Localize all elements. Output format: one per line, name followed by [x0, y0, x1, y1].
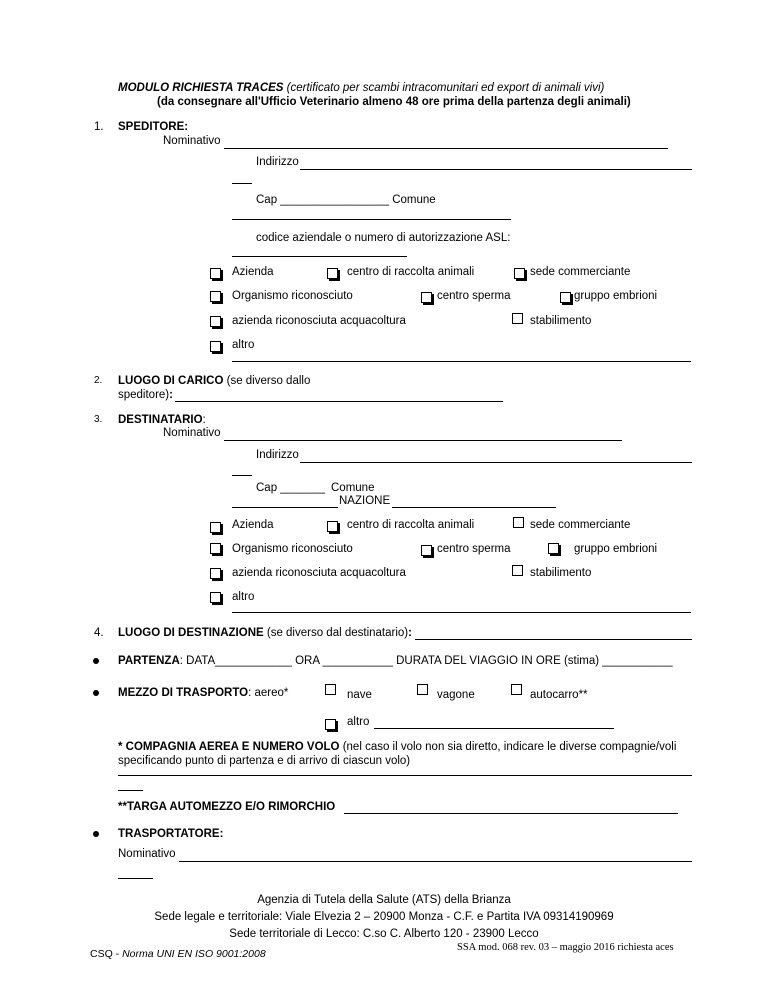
s3-gruppo-embrioni-label: gruppo embrioni [574, 543, 658, 555]
section-3-colon: : [202, 414, 206, 426]
s1-stabilimento-checkbox[interactable] [512, 313, 523, 324]
section-2-number: 2. [94, 375, 103, 386]
s1-altro-field[interactable] [232, 361, 691, 362]
s1-acquacoltura-checkbox[interactable] [210, 316, 221, 327]
s1-gruppo-embrioni-label: gruppo embrioni [574, 290, 658, 302]
s1-indirizzo-label: Indirizzo [256, 156, 299, 168]
s1-centro-raccolta-checkbox[interactable] [327, 268, 338, 279]
s3-nazione-field[interactable] [392, 507, 556, 508]
s1-nominativo-label: Nominativo [163, 135, 221, 147]
trasportatore-nominativo-label: Nominativo [118, 848, 176, 860]
form-title-note: (certificato per scambi intracomunitari ed export di animali vivi) [283, 82, 605, 94]
s1-nominativo-field[interactable] [224, 148, 668, 149]
compagnia-field[interactable] [118, 775, 692, 776]
partenza-line [118, 655, 673, 667]
mezzo-vagone-checkbox[interactable] [417, 684, 428, 695]
mezzo-line [118, 687, 288, 699]
s3-organismo-checkbox[interactable] [210, 543, 221, 554]
s3-cap-label: Cap _______ [256, 482, 326, 494]
section-2-line2 [118, 389, 173, 401]
section-4-title-line [118, 627, 412, 639]
s3-altro-checkbox[interactable] [210, 592, 221, 603]
section-2-colon: : [169, 389, 173, 401]
s3-nominativo-label: Nominativo [163, 427, 221, 439]
form-subtitle: (da consegnare all'Ufficio Veterinario almeno 48 ore prima della partenza degli animali) [157, 96, 631, 108]
section-2-title: LUOGO DI CARICO [118, 375, 224, 387]
section-3-title: DESTINATARIO [118, 414, 203, 426]
compagnia-note-2: specificando punto di partenza e di arrivo di ciascun volo) [118, 755, 411, 767]
s3-stabilimento-checkbox[interactable] [512, 565, 523, 576]
compagnia-title: * COMPAGNIA AEREA E NUMERO VOLO [118, 741, 340, 753]
section-4-note: (se diverso dal destinatario) [263, 627, 409, 639]
mezzo-altro-field[interactable] [374, 728, 614, 729]
s1-organismo-label: Organismo riconosciuto [232, 290, 353, 302]
footer-sede-legale: Sede legale e territoriale: Viale Elvezia 2 – 20900 Monza - C.F. e Partita IVA 09314190969 [154, 911, 614, 923]
section-3-number: 3. [94, 414, 103, 425]
s1-azienda-label: Azienda [232, 266, 274, 278]
partenza-fields[interactable]: : DATA____________ ORA ___________ DURATA DEL VIAGGIO IN ORE (stima) ___________ [179, 655, 673, 667]
s1-organismo-checkbox[interactable] [210, 291, 221, 302]
footer-csq [90, 948, 266, 960]
s3-gruppo-embrioni-checkbox[interactable] [548, 543, 559, 554]
s3-nazione-label: NAZIONE [339, 495, 391, 507]
s3-azienda-label: Azienda [232, 519, 274, 531]
s3-altro-label: altro [232, 591, 255, 603]
s1-indirizzo-field-cont[interactable] [232, 183, 252, 184]
s4-luogo-destinazione-field[interactable] [415, 639, 692, 640]
mezzo-autocarro-label: autocarro** [530, 689, 588, 701]
mezzo-nave-checkbox[interactable] [325, 684, 336, 695]
s1-comune-field[interactable] [232, 219, 511, 220]
footer-agency: Agenzia di Tutela della Salute (ATS) della Brianza [257, 894, 511, 906]
compagnia-field-cont[interactable] [118, 790, 143, 791]
s3-organismo-label: Organismo riconosciuto [232, 543, 353, 555]
section-2-note: (se diverso dallo [223, 375, 311, 387]
s3-sede-commerciante-label: sede commerciante [530, 519, 631, 531]
s1-centro-sperma-checkbox[interactable] [421, 292, 432, 303]
mezzo-title: MEZZO DI TRASPORTO [118, 687, 249, 699]
s2-luogo-carico-field[interactable] [175, 401, 503, 402]
s3-sede-commerciante-checkbox[interactable] [513, 517, 524, 528]
targa-field[interactable] [344, 813, 678, 814]
section-4-title: LUOGO DI DESTINAZIONE [118, 627, 264, 639]
s3-acquacoltura-checkbox[interactable] [210, 568, 221, 579]
s3-centro-raccolta-checkbox[interactable] [327, 521, 338, 532]
partenza-title: PARTENZA [118, 655, 180, 667]
compagnia-note: (nel caso il volo non sia diretto, indicare le diverse compagnie/voli [339, 741, 677, 753]
partenza-bullet [93, 658, 99, 664]
mezzo-vagone-label: vagone [437, 689, 475, 701]
s1-stabilimento-label: stabilimento [530, 315, 592, 327]
s3-acquacoltura-label: azienda riconosciuta acquacoltura [232, 567, 406, 579]
mezzo-autocarro-checkbox[interactable] [511, 684, 522, 695]
form-title-bold: MODULO RICHIESTA TRACES [118, 82, 284, 94]
s3-centro-sperma-label: centro sperma [437, 543, 511, 555]
s3-stabilimento-label: stabilimento [530, 567, 592, 579]
section-3-title-line [118, 414, 206, 426]
section-4-colon: : [408, 627, 412, 639]
s1-gruppo-embrioni-checkbox[interactable] [560, 292, 571, 303]
s1-indirizzo-field[interactable] [300, 169, 692, 170]
s3-centro-sperma-checkbox[interactable] [421, 545, 432, 556]
s1-centro-sperma-label: centro sperma [437, 290, 511, 302]
s1-altro-label: altro [232, 339, 255, 351]
s1-sede-commerciante-checkbox[interactable] [514, 268, 525, 279]
s3-azienda-checkbox[interactable] [210, 522, 221, 533]
s1-codice-label: codice aziendale o numero di autorizzazione ASL: [256, 232, 511, 244]
trasportatore-nominativo-field[interactable] [179, 861, 692, 862]
mezzo-altro-checkbox[interactable] [325, 719, 336, 730]
section-2-note-2: speditore) [118, 389, 170, 401]
s1-cap-comune-label: Cap _________________ Comune [256, 194, 436, 206]
s1-centro-raccolta-label: centro di raccolta animali [347, 266, 475, 278]
form-title [118, 82, 604, 94]
section-1-title: SPEDITORE: [118, 121, 189, 133]
trasportatore-field-cont[interactable] [118, 878, 153, 879]
s3-indirizzo-label: Indirizzo [256, 449, 299, 461]
s3-indirizzo-field[interactable] [300, 462, 692, 463]
section-2-title-line [118, 375, 310, 387]
s3-comune-label: Comune [331, 482, 375, 494]
compagnia-line [118, 741, 676, 753]
s1-acquacoltura-label: azienda riconosciuta acquacoltura [232, 315, 406, 327]
trasportatore-bullet [93, 831, 99, 837]
s3-comune-field[interactable] [232, 507, 338, 508]
targa-title: **TARGA AUTOMEZZO E/O RIMORCHIO [118, 801, 336, 813]
section-4-number: 4. [94, 627, 104, 639]
mezzo-nave-label: nave [347, 689, 372, 701]
s1-sede-commerciante-label: sede commerciante [530, 266, 631, 278]
mezzo-bullet [93, 690, 99, 696]
footer-csq-norm: Norma UNI EN ISO 9001:2008 [122, 948, 266, 960]
footer-csq-prefix: CSQ - [90, 948, 123, 960]
s1-altro-checkbox[interactable] [210, 341, 221, 352]
mezzo-aereo-label: : aereo* [248, 687, 289, 699]
footer-sede-lecco: Sede territoriale di Lecco: C.so C. Alberto 120 - 23900 Lecco [229, 928, 539, 940]
mezzo-altro-label: altro [347, 716, 370, 728]
section-1-number: 1. [94, 121, 104, 133]
s3-centro-raccolta-label: centro di raccolta animali [347, 519, 475, 531]
trasportatore-title: TRASPORTATORE: [118, 828, 224, 840]
s3-altro-field[interactable] [232, 612, 691, 613]
s3-nominativo-field[interactable] [224, 440, 622, 441]
s1-codice-field[interactable] [232, 256, 407, 257]
footer-module-code: SSA mod. 068 rev. 03 – maggio 2016 richiesta aces [457, 942, 674, 953]
s3-indirizzo-field-cont[interactable] [232, 475, 252, 476]
s1-azienda-checkbox[interactable] [210, 268, 221, 279]
